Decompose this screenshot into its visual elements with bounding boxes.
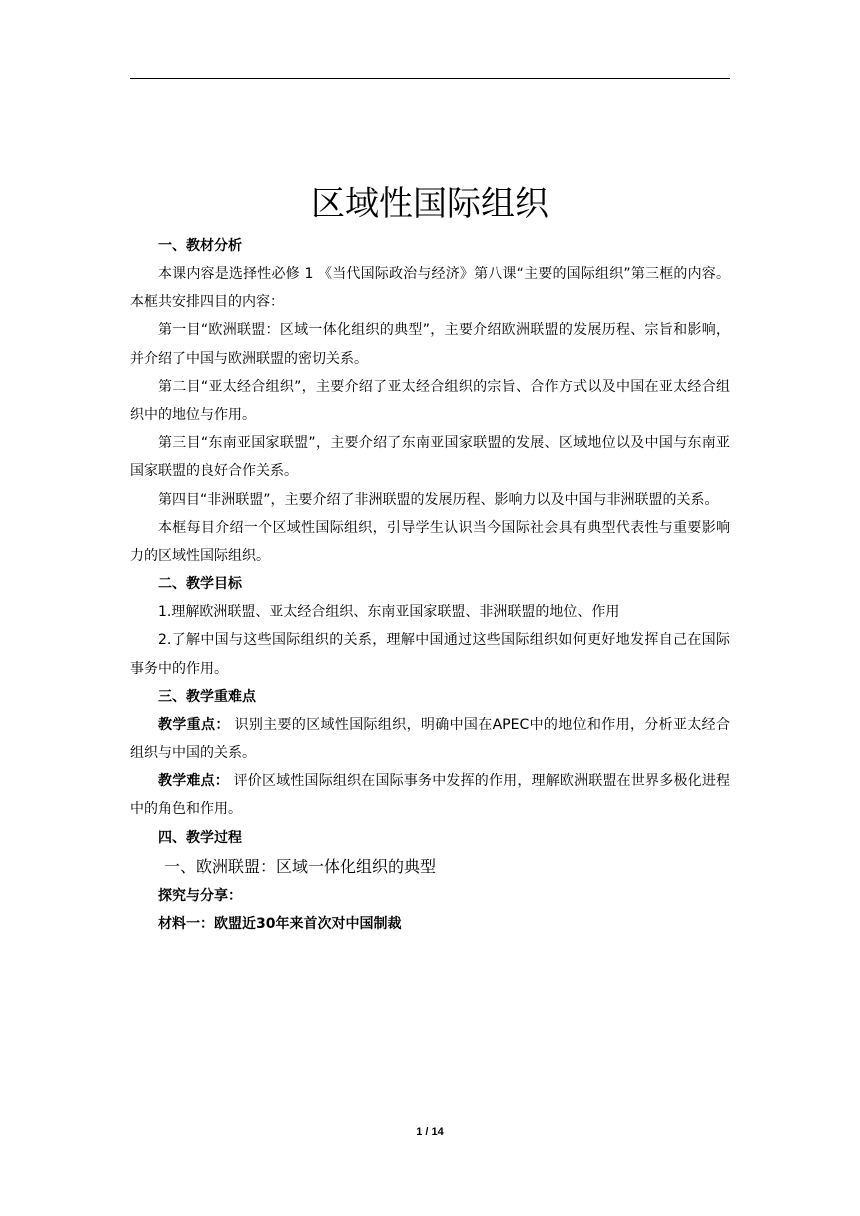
page-number: 1 / 14 [416,1126,444,1138]
subsection-heading-eu: 一、欧洲联盟：区域一体化组织的典型 [164,856,437,876]
paragraph-intro: 本课内容是选择性必修 1 《当代国际政治与经济》第八课“主要的国际组织”第三框的内容。本框共安排四目的内容： [130,266,730,311]
key-point-label: 教学重点： [158,716,230,733]
paragraph-item-4: 第四目“非洲联盟”，主要介绍了非洲联盟的发展历程、影响力以及中国与非洲联盟的关系。 [158,491,719,508]
difficult-point-label: 教学难点： [158,773,229,790]
document-title: 区域性国际组织 [311,184,549,224]
key-point-text: 识别主要的区域性国际组织，明确中国在APEC中的地位和作用，分析亚太经合组织与中国的关系。 [130,716,731,762]
material-one-heading: 材料一：欧盟近30年来首次对中国制裁 [158,915,402,932]
goal-item-2: 2.了解中国与这些国际组织的关系，理解中国通过这些国际组织如何更好地发挥自己在国际事务中的作用。 [130,632,730,677]
section-heading-teaching-process: 四、教学过程 [158,829,242,846]
paragraph-item-3: 第三目“东南亚国家联盟”，主要介绍了东南亚国家联盟的发展、区域地位以及中国与东南亚国家联盟的良好合作关系。 [130,435,730,480]
paragraph-difficult-point [130,767,730,823]
paragraph-item-1: 第一目“欧洲联盟：区域一体化组织的典型”，主要介绍欧洲联盟的发展历程、宗旨和影响，并介绍了中国与欧洲联盟的密切关系。 [130,322,730,367]
goal-item-1: 1.理解欧洲联盟、亚太经合组织、东南亚国家联盟、非洲联盟的地位、作用 [158,604,620,621]
paragraph-key-point [130,711,730,767]
page-content [130,176,730,938]
header-rule [130,78,730,79]
paragraph-summary: 本框每目介绍一个区域性国际组织，引导学生认识当今国际社会具有典型代表性与重要影响力的区域性国际组织。 [130,519,730,565]
section-heading-key-points: 三、教学重难点 [158,688,256,705]
difficult-point-text: 评价区域性国际组织在国际事务中发挥的作用，理解欧洲联盟在世界多极化进程中的角色和作用。 [130,773,731,818]
paragraph-item-2: 第二目“亚太经合组织”，主要介绍了亚太经合组织的宗旨、合作方式以及中国在亚太经合组织中的地位与作用。 [130,378,730,424]
section-heading-textbook-analysis: 一、教材分析 [158,238,242,254]
explore-and-share-label: 探究与分享： [158,887,242,904]
section-heading-teaching-goals: 二、教学目标 [158,576,242,593]
